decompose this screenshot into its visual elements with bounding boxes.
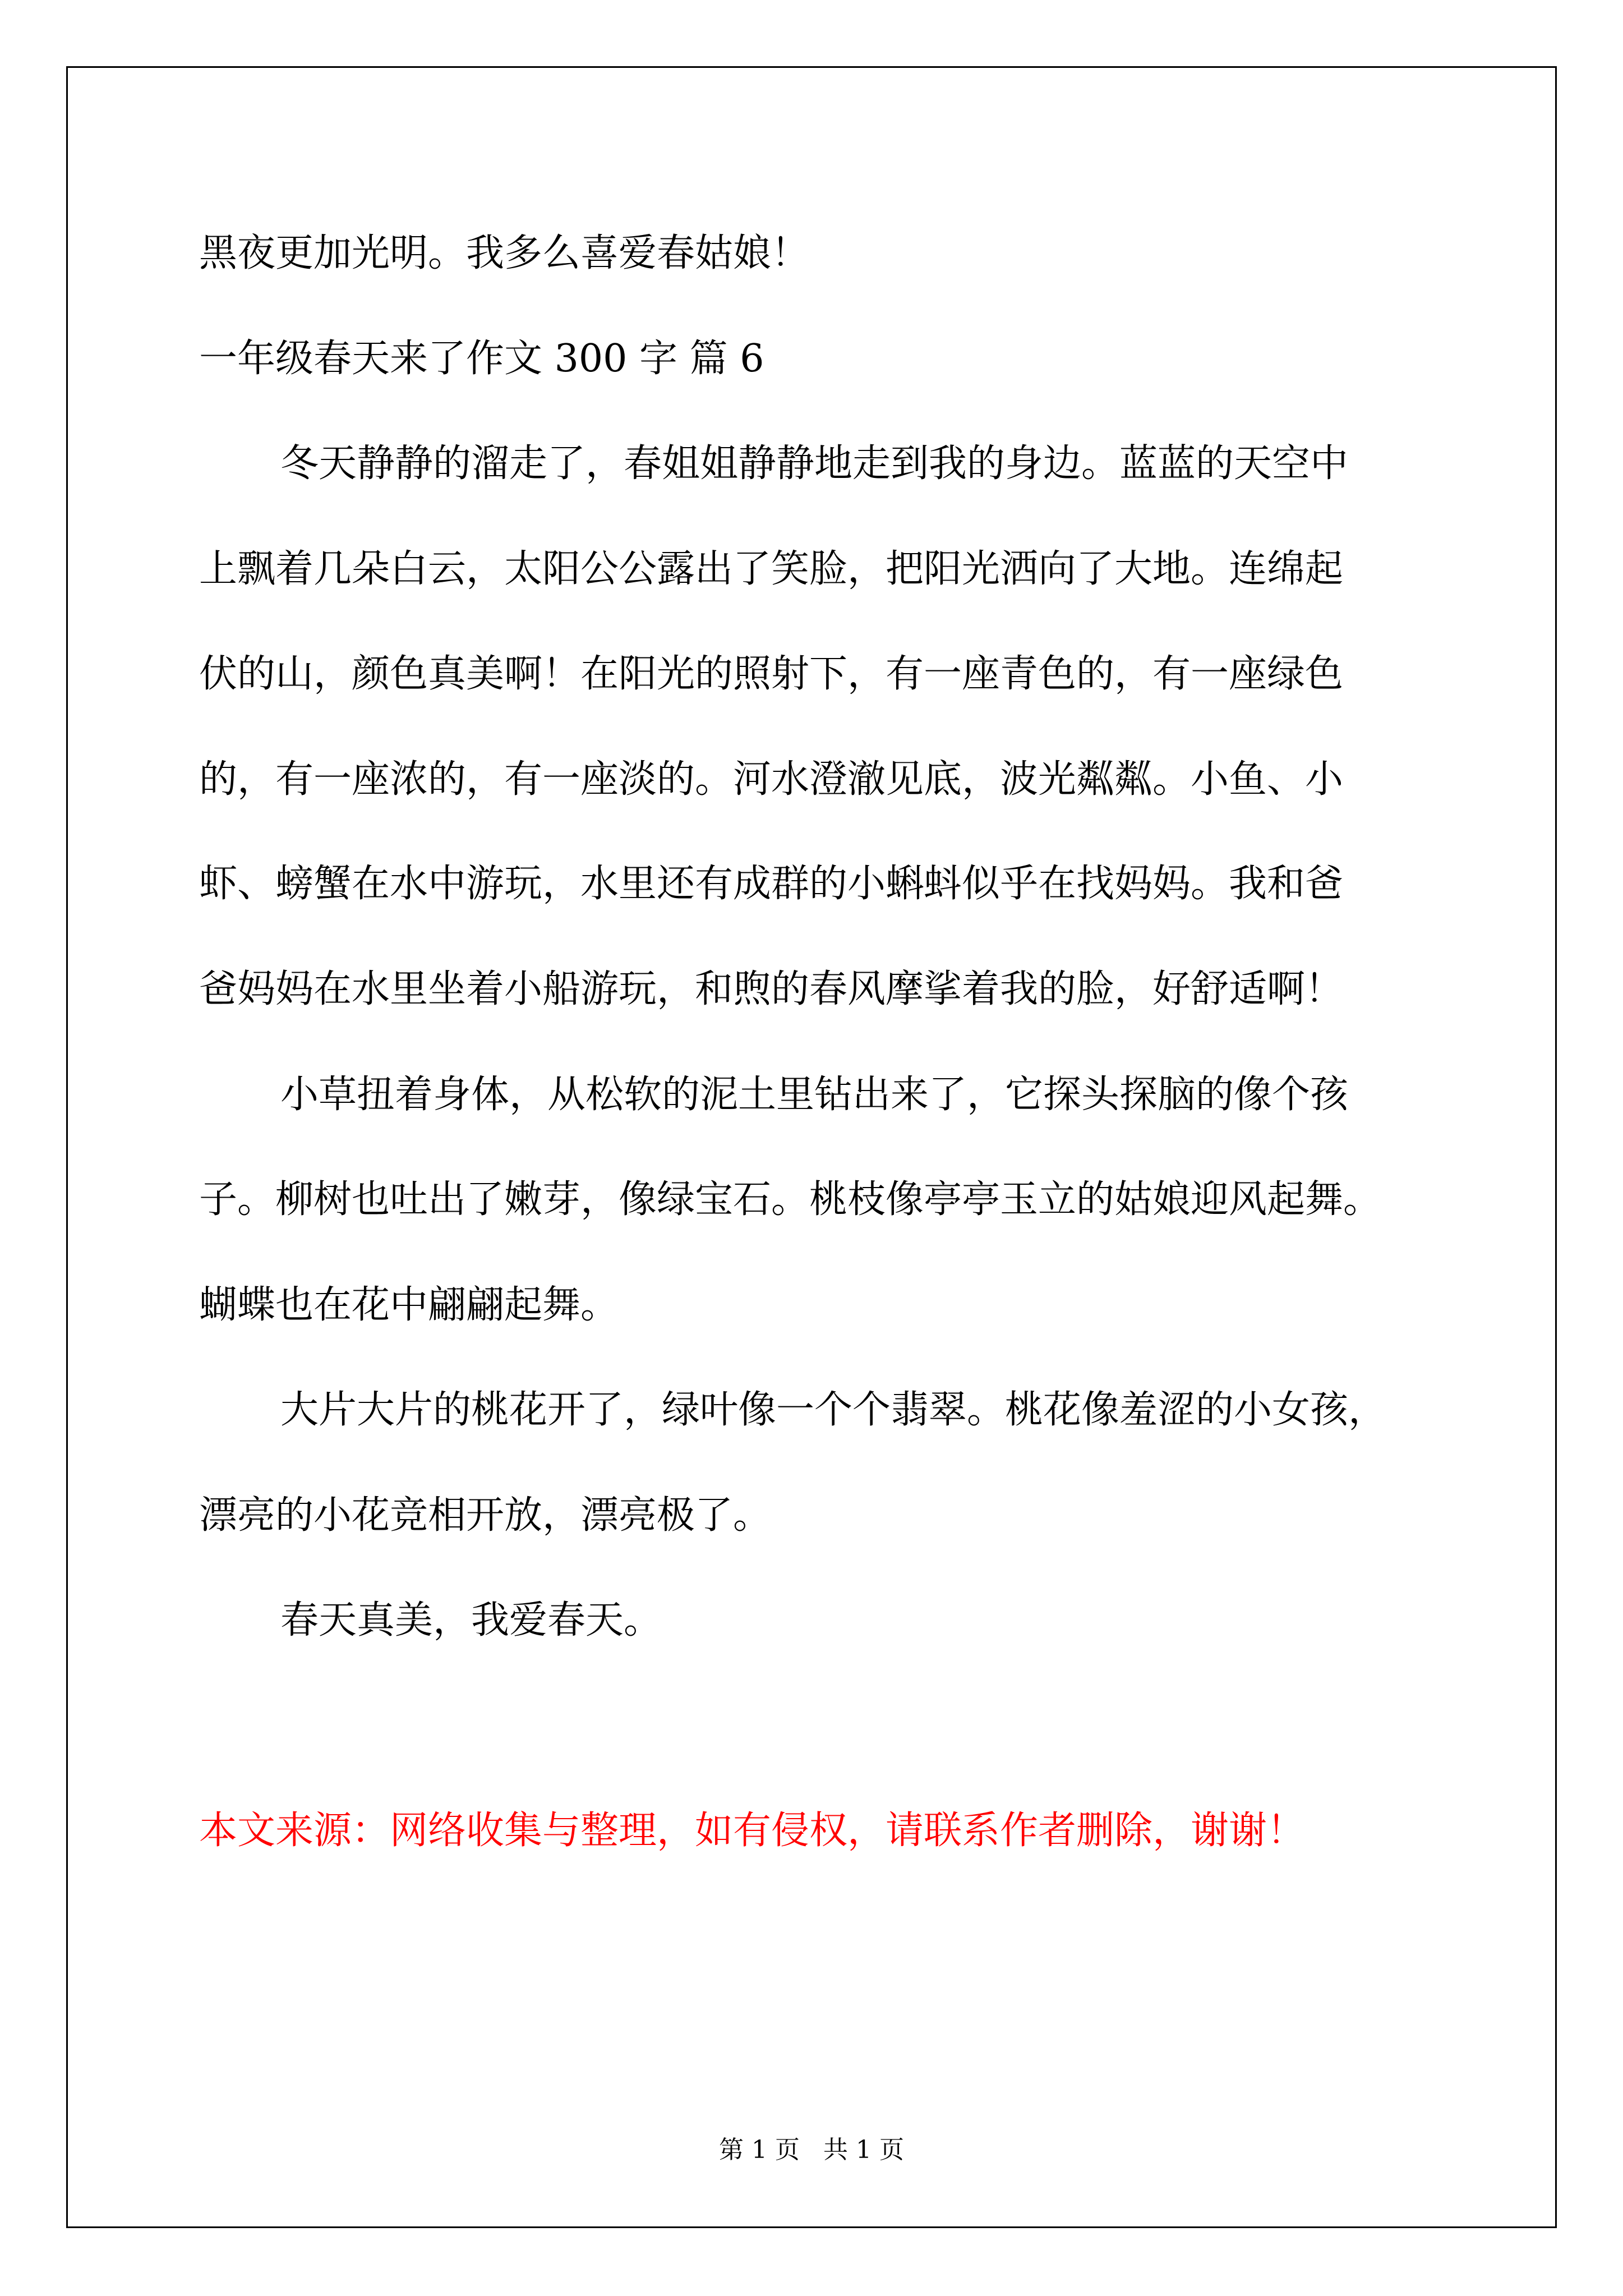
page-border	[66, 66, 1557, 2228]
paragraph-2-line-2: 子。柳树也吐出了嫩芽，像绿宝石。桃枝像亭亭玉立的姑娘迎风起舞。	[199, 1177, 1382, 1222]
paragraph-1-line-1: 冬天静静的溜走了，春姐姐静静地走到我的身边。蓝蓝的天空中	[280, 441, 1349, 486]
section-heading: 一年级春天来了作文 300 字 篇 6	[199, 337, 764, 381]
paragraph-2-line-3: 蝴蝶也在花中翩翩起舞。	[199, 1283, 619, 1327]
paragraph-1-line-5: 虾、螃蟹在水中游玩，水里还有成群的小蝌蚪似乎在找妈妈。我和爸	[199, 862, 1344, 906]
paragraph-1-line-3: 伏的山，颜色真美啊！在阳光的照射下，有一座青色的，有一座绿色	[199, 652, 1344, 696]
paragraph-1-line-2: 上飘着几朵白云，太阳公公露出了笑脸，把阳光洒向了大地。连绵起	[199, 547, 1344, 591]
page-number-footer: 第 1 页 共 1 页	[719, 2136, 904, 2164]
paragraph-3-line-1: 大片大片的桃花开了，绿叶像一个个翡翠。桃花像羞涩的小女孩，	[280, 1388, 1387, 1432]
continuation-line: 黑夜更加光明。我多么喜爱春姑娘！	[199, 231, 810, 275]
paragraph-1-line-4: 的，有一座浓的，有一座淡的。河水澄澈见底，波光粼粼。小鱼、小	[199, 757, 1344, 802]
paragraph-1-line-6: 爸妈妈在水里坐着小船游玩，和煦的春风摩挲着我的脸，好舒适啊！	[199, 967, 1344, 1011]
paragraph-3-line-2: 漂亮的小花竞相开放，漂亮极了。	[199, 1493, 772, 1538]
source-note: 本文来源：网络收集与整理，如有侵权，请联系作者删除，谢谢！	[199, 1809, 1306, 1853]
paragraph-2-line-1: 小草扭着身体，从松软的泥土里钻出来了，它探头探脑的像个孩	[280, 1073, 1349, 1117]
paragraph-4-line-1: 春天真美，我爱春天。	[280, 1598, 662, 1642]
